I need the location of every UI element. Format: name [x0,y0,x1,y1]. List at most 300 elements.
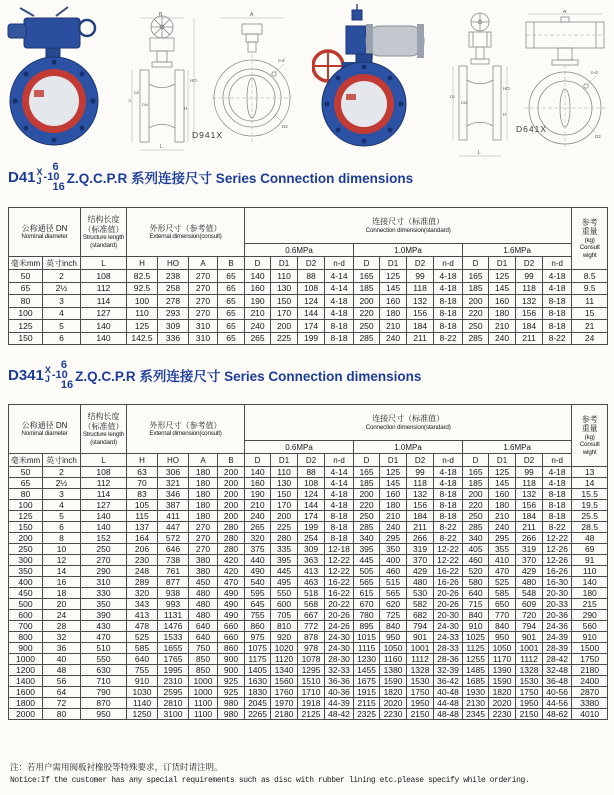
table-cell: 1100 [189,698,218,709]
table-cell: 800 [9,632,43,643]
table-row [9,610,608,621]
table-cell: 266 [407,533,434,544]
table-cell: 200 [218,500,245,511]
col-connection-dimension: 连接尺寸（标准值） Connection dimension(standard) [245,208,572,244]
table-cell: 280 [218,522,245,533]
table-cell: 6 [43,522,81,533]
table-row [9,544,608,555]
table-cell: 56 [43,676,81,687]
table-cell: 65 [218,320,245,333]
header-cell: n-d [434,454,463,467]
table-cell: 2020 [489,698,516,709]
table-cell: 1390 [489,665,516,676]
table-cell: 145 [380,478,407,489]
dim-label-ho: HO [503,86,510,91]
table-cell: 160 [245,478,271,489]
table-cell: 48 [572,533,608,544]
table-cell: 140 [572,577,608,588]
table-cell: 16-22 [434,566,463,577]
header-cell: D1 [380,257,407,270]
dim-label-a: A [250,12,254,18]
table-cell: 4-18 [543,467,572,478]
table-cell: 65 [218,282,245,295]
table-cell: 144 [298,307,325,320]
table-cell: 24 [43,610,81,621]
table-cell: 184 [407,511,434,522]
table-cell: 254 [298,533,325,544]
table-cell: 413 [298,566,325,577]
table-cell: 180 [489,307,516,320]
table-cell: 150 [271,295,298,308]
table-cell: 28.5 [572,522,608,533]
table-cell: 265 [245,522,271,533]
table-cell: 108 [298,478,325,489]
table-cell: 82.5 [127,270,158,283]
table-cell: 280 [218,544,245,555]
table-cell: 1160 [380,654,407,665]
table-cell: 370 [407,555,434,566]
table-cell: 1765 [158,654,189,665]
table-cell: 515 [380,577,407,588]
table-cell: 99 [516,467,543,478]
table-cell: 1015 [354,632,380,643]
table-cell: 300 [9,555,43,566]
table-cell: 4-18 [325,295,354,308]
pressure-group-16: 1.6MPa [463,441,572,454]
table-cell: 88 [298,467,325,478]
table-cell: 840 [463,610,489,621]
table-cell: 1001 [516,643,543,654]
table-cell: 200 [271,511,298,522]
table-cell: 375 [245,544,271,555]
table-cell: 250 [9,544,43,555]
col-external-dimension: 外形尺寸（参考值） External dimension(consult) [127,208,245,257]
table-cell: 1918 [298,698,325,709]
table-cell: 2115 [354,698,380,709]
table-cell: 1750 [572,654,608,665]
col-nominal-diameter: 公称通径 DN Nominal diameter [9,405,81,454]
table-cell: 3 [43,295,81,308]
table-cell: 850 [189,665,218,676]
table-cell: 266 [516,533,543,544]
table-row [9,632,608,643]
table-cell: 270 [81,555,127,566]
table-cell: 156 [407,500,434,511]
drawing-d941x-side [212,10,292,160]
table-cell: 180 [189,511,218,522]
table-cell: 3380 [572,698,608,709]
table-cell: 4-14 [325,478,354,489]
table-cell: 16 [43,577,81,588]
header-cell: n-d [325,257,354,270]
table-cell: 640 [463,588,489,599]
table-cell: 240 [489,332,516,345]
table-cell: 24-30 [434,621,463,632]
table-cell: 2045 [245,698,271,709]
table-cell: 480 [189,588,218,599]
table-cell: 200 [218,511,245,522]
header-cell: L [81,257,127,270]
table-cell: 105 [127,500,158,511]
table-cell: 1655 [158,643,189,654]
table-cell: 335 [271,544,298,555]
series-title-text: Z.Q.C.P.R 系列连接尺寸 Series Connection dimensions [75,369,422,384]
table-cell: 240 [245,320,271,333]
d41-connection-table [8,207,608,345]
table-cell: 165 [463,270,489,283]
table-cell: 12-22 [434,555,463,566]
header-cell: 毫米mm [9,257,43,270]
header-cell: D [463,257,489,270]
table-cell: 180 [489,500,516,511]
images-row [0,2,614,160]
table-cell: 156 [516,500,543,511]
table-cell: 8-18 [543,320,572,333]
table-cell: 980 [218,709,245,720]
table-row [9,621,608,632]
table-cell: 2 [43,467,81,478]
header-cell: n-d [543,454,572,467]
table-cell: 20-36 [543,610,572,621]
table-cell: 1800 [9,698,43,709]
table-cell: 2150 [407,709,434,720]
table-cell: 1485 [463,665,489,676]
photo-pneumatic-valve [312,4,434,159]
table-row [9,665,608,676]
table-cell: 280 [271,533,298,544]
variant-x: X [44,365,51,375]
table-cell: 925 [218,676,245,687]
table-cell: 99 [516,270,543,283]
table-cell: 1685 [463,676,489,687]
table-cell: 540 [245,577,271,588]
table-cell: 363 [298,555,325,566]
table-cell: 600 [271,599,298,610]
table-cell: 15 [572,307,608,320]
header-cell: D1 [489,257,516,270]
table-cell: 270 [189,270,218,283]
table-cell: 450 [189,577,218,588]
table-cell: 2000 [9,709,43,720]
table-cell: 3100 [158,709,189,720]
table-cell: 174 [298,320,325,333]
header-cell: L [81,454,127,467]
table-cell: 480 [516,577,543,588]
table-cell: 2400 [572,676,608,687]
table-cell: 650 [489,599,516,610]
header-cell: D1 [380,454,407,467]
table-cell: 125 [380,270,407,283]
table-cell: 660 [218,632,245,643]
table-cell: 21 [572,320,608,333]
table-cell: 420 [218,555,245,566]
variant-j: J [36,176,42,186]
table-cell: 445 [271,566,298,577]
table-cell: 560 [572,621,608,632]
table-cell: 12-26 [543,555,572,566]
header-cell: 英寸inch [43,257,81,270]
table-cell: 125 [380,467,407,478]
table-cell: 250 [81,544,127,555]
table-cell: 1170 [489,654,516,665]
table-cell: 160 [489,295,516,308]
table-cell: 48-48 [434,709,463,720]
table-cell: 285 [354,522,380,533]
table-cell: 772 [298,621,325,632]
table-cell: 118 [516,478,543,489]
table-cell: 5 [43,511,81,522]
table-cell: 4-14 [325,467,354,478]
table-cell: 4-18 [434,282,463,295]
table-cell: 20-26 [434,588,463,599]
table-cell: 585 [127,643,158,654]
dim-label-ho: HO [190,78,197,83]
table-cell: 40-36 [325,687,354,698]
table-cell: 720 [516,610,543,621]
table-cell: 548 [516,588,543,599]
table-cell: 2½ [43,478,81,489]
table-cell: 1000 [189,687,218,698]
table-cell: 670 [354,599,380,610]
header-cell: H [127,454,158,467]
table-cell: 137 [127,522,158,533]
header-cell: D [463,454,489,467]
table-cell: 65 [9,478,43,489]
dim-label-d2: D2 [595,134,601,139]
table-cell: 595 [245,588,271,599]
table-cell: 210 [245,500,271,511]
table-cell: 16-30 [543,577,572,588]
table-cell: 20-26 [434,599,463,610]
table-cell: 572 [158,533,189,544]
dim-label-a: A [563,10,567,15]
table-cell: 270 [189,522,218,533]
table-cell: 12-26 [543,544,572,555]
table-cell: 200 [218,478,245,489]
table-cell: 4-18 [543,282,572,295]
table-cell: 100 [127,295,158,308]
table-cell: 145 [489,282,516,295]
label-d941x: D941X [192,130,223,140]
table-cell: 8-18 [543,307,572,320]
table-cell: 430 [81,621,127,632]
table-cell: 44-56 [543,698,572,709]
table-cell: 520 [463,566,489,577]
table-cell: 2180 [572,665,608,676]
table-cell: 309 [158,320,189,333]
series-title-d341 [8,360,421,390]
dim-label-b: B [159,12,163,18]
table-cell: 490 [218,599,245,610]
table-cell: 140 [81,511,127,522]
header-cell: D2 [298,454,325,467]
table-cell: 470 [218,577,245,588]
table-cell: 200 [463,295,489,308]
table-cell: 210 [489,320,516,333]
table-cell: 16-26 [543,566,572,577]
table-row [9,533,608,544]
table-cell: 20-30 [434,610,463,621]
series-title-d41 [8,162,413,192]
table-cell: 1970 [271,698,298,709]
table-cell: 1000 [189,676,218,687]
table-cell: 200 [271,320,298,333]
table-cell: 250 [354,511,380,522]
header-cell: 英寸inch [43,454,81,467]
table-cell: 380 [189,566,218,577]
header-cell: n-d [434,257,463,270]
table-cell: 184 [407,320,434,333]
table-cell: 100 [9,307,43,320]
table-cell: 99 [407,270,434,283]
table-cell: 132 [516,295,543,308]
table-cell: 900 [9,643,43,654]
table-cell: 132 [407,295,434,308]
table-cell: 200 [218,489,245,500]
table-cell: 65 [218,295,245,308]
table-cell: 2870 [572,687,608,698]
table-cell: 36 [43,643,81,654]
table-cell: 265 [245,332,271,345]
table-cell: 28-33 [434,643,463,654]
table-cell: 200 [354,489,380,500]
table-row [9,307,608,320]
table-cell: 640 [127,654,158,665]
table-row [9,643,608,654]
table-cell: 8-18 [325,533,354,544]
table-row [9,295,608,308]
table-cell: 470 [81,632,127,643]
header-cell: A [189,257,218,270]
table-cell: 28-39 [543,643,572,654]
table-cell: 938 [158,588,189,599]
table-cell: 950 [489,632,516,643]
table-cell: 306 [158,467,189,478]
drawing-d941x-front [128,10,200,160]
table-cell: 2½ [43,282,81,295]
table-cell: 156 [407,307,434,320]
table-cell: 1250 [127,709,158,720]
table-cell: 295 [380,533,407,544]
table-cell: 568 [298,599,325,610]
table-cell: 755 [127,665,158,676]
table-cell: 125 [127,320,158,333]
header-cell: n-d [325,454,354,467]
table-cell: 1328 [516,665,543,676]
table-cell: 15.5 [572,489,608,500]
table-cell: 140 [245,270,271,283]
table-cell: 4-14 [325,282,354,295]
variant-x: X [36,167,43,177]
table-cell: 975 [245,632,271,643]
table-cell: 582 [407,599,434,610]
table-cell: 319 [516,544,543,555]
table-cell: 13 [572,467,608,478]
table-cell: 165 [463,467,489,478]
table-cell: 794 [407,621,434,632]
table-cell: 480 [189,599,218,610]
table-cell: 410 [489,555,516,566]
table-cell: 80 [43,709,81,720]
pressure-group-06: 0.6MPa [245,441,354,454]
table-cell: 309 [298,544,325,555]
dim-label-d: D [128,98,132,103]
table-cell: 28-42 [543,654,572,665]
table-cell: 115 [127,511,158,522]
table-cell: 118 [407,282,434,295]
table-cell: 900 [218,665,245,676]
table-cell: 710 [81,676,127,687]
table-cell: 463 [298,577,325,588]
table-cell: 69 [572,544,608,555]
table-cell: 790 [81,687,127,698]
table-cell: 48-42 [325,709,354,720]
header-cell: D2 [516,454,543,467]
table-cell: 184 [516,511,543,522]
col-weight: 参考 重量 (kg) Consult wight [572,405,608,467]
table-cell: 400 [9,577,43,588]
table-cell: 20-22 [325,599,354,610]
table-cell: 878 [298,632,325,643]
table-cell: 18 [43,588,81,599]
table-cell: 450 [9,588,43,599]
table-cell: 336 [158,332,189,345]
table-cell: 1115 [354,643,380,654]
pressure-10: -10 [51,369,68,381]
table-row [9,467,608,478]
table-cell: 50 [9,467,43,478]
table-cell: 8-18 [434,500,463,511]
table-cell: 850 [189,654,218,665]
table-cell: 185 [354,282,380,295]
table-cell: 480 [407,577,434,588]
col-external-dimension: 外形尺寸（参考值） External dimension(consult) [127,405,245,454]
table-cell: 150 [9,332,43,345]
header-cell: D1 [271,257,298,270]
table-cell: 24 [572,332,608,345]
table-cell: 80 [9,489,43,500]
table-cell: 490 [218,610,245,621]
table-cell: 1000 [9,654,43,665]
table-row [9,588,608,599]
table-cell: 310 [81,577,127,588]
table-cell: 8-18 [543,500,572,511]
table-cell: 1400 [9,676,43,687]
table-cell: 525 [127,632,158,643]
table-cell: 346 [158,489,189,500]
table-cell: 180 [189,478,218,489]
table-cell: 565 [380,588,407,599]
table-cell: 145 [380,282,407,295]
table-cell: 630 [81,665,127,676]
table-cell: 900 [218,654,245,665]
table-cell: 290 [572,610,608,621]
table-cell: 1255 [463,654,489,665]
header-cell: B [218,257,245,270]
table-row [9,555,608,566]
note-chinese: 注：若用户需用阀板衬橡胶等特殊要求，订货时请注明。 [10,762,223,772]
table-cell: 127 [81,307,127,320]
table-cell: 24-33 [434,632,463,643]
table-cell: 190 [245,489,271,500]
table-cell: 320 [127,588,158,599]
table-cell: 4010 [572,709,608,720]
table-cell: 28-36 [434,654,463,665]
table-cell: 132 [407,489,434,500]
table-cell: 761 [158,566,189,577]
table-cell: 411 [158,511,189,522]
header-cell: B [218,454,245,467]
